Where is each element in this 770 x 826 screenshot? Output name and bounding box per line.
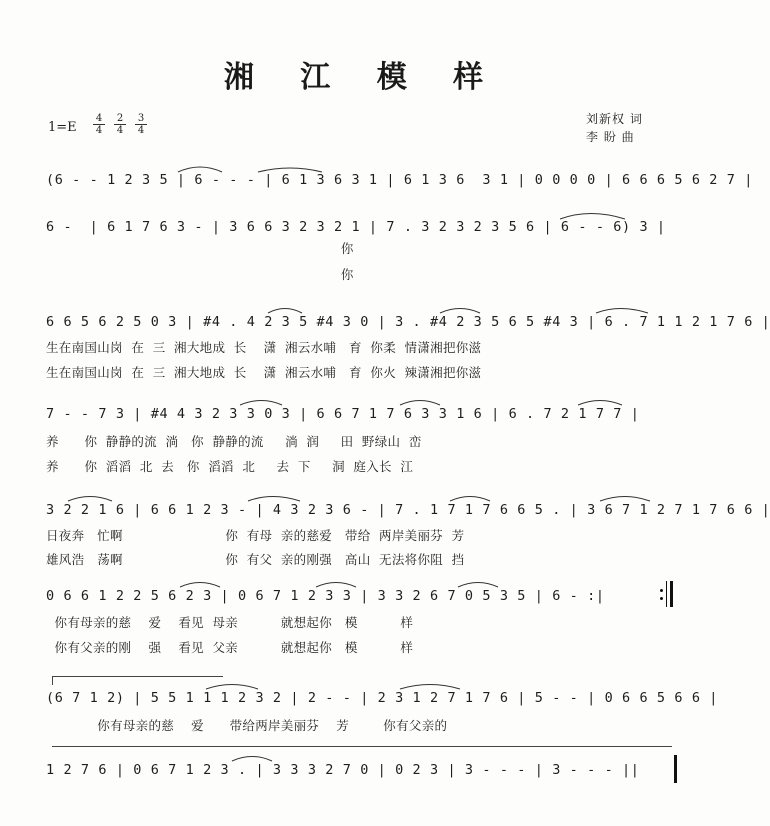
composer-credit: 李 盼 曲 xyxy=(586,130,635,144)
notation-line-3: 6 6 5 6 2 5 0 3 | #4 . 4 2 3 5 #4 3 0 | 3 . #4 2 3 5 6 5 #4 3 | 6 . 7 1 1 2 1 7 6 | xyxy=(46,314,770,330)
lyric-line-5a: 日夜奔 忙啊 你 有母 亲的慈爱 带给 两岸美丽芬 芳 xyxy=(46,528,465,543)
notation-line-7: (6 7 1 2) | 5 5 1 1 1 2 3 2 | 2 - - | 2 3 1 2 7 1 7 6 | 5 - - | 0 6 6 5 6 6 | xyxy=(46,690,719,706)
time-signature-1: 4 4 xyxy=(93,113,105,136)
lyric-line-5b: 雄风浩 荡啊 你 有父 亲的刚强 高山 无法将你阻 挡 xyxy=(46,552,465,567)
notation-line-6: 0 6 6 1 2 2 5 6 2 3 | 0 6 7 1 2 3 3 | 3 3 2 6 7 0 5 3 5 | 6 - :| xyxy=(46,588,605,604)
lyric-line-2b: 你 xyxy=(46,267,354,282)
lyric-line-6a: 你有母亲的慈 爱 看见 母亲 就想起你 模 样 xyxy=(46,615,414,630)
time-signature-3: 3 4 xyxy=(135,113,147,136)
notation-line-4: 7 - - 7 3 | #4 4 3 2 3 3 0 3 | 6 6 7 1 7 6 3 3 1 6 | 6 . 7 2 1 7 7 | xyxy=(46,406,640,422)
lyric-line-4b: 养 你 滔滔 北 去 你 滔滔 北 去 下 洞 庭入长 江 xyxy=(46,459,414,474)
lyric-line-6b: 你有父亲的刚 强 看见 父亲 就想起你 模 样 xyxy=(46,640,414,655)
lyric-line-2a: 你 xyxy=(46,241,354,256)
time-signature-2: 2 4 xyxy=(114,113,126,136)
lyric-line-3a: 生在南国山岗 在 三 湘大地成 长 潇 湘云水哺 育 你柔 情潇湘把你滋 xyxy=(46,340,482,355)
notation-line-2: 6 - | 6 1 7 6 3 - | 3 6 6 3 2 3 2 1 | 7 . 3 2 3 2 3 5 6 | 6 - - 6) 3 | xyxy=(46,219,666,235)
lyric-line-7a: 你有母亲的慈 爱 带给两岸美丽芬 芳 你有父亲的 xyxy=(46,718,448,733)
notation-line-1: (6 - - 1 2 3 5 | 6 - - - | 6 1 3 6 3 1 | 6 1 3 6 3 1 | 0 0 0 0 | 6 6 6 5 6 2 7 | xyxy=(46,172,753,188)
key-signature: 1=E xyxy=(48,120,77,135)
song-title: 湘 江 模 样 xyxy=(223,60,502,95)
notation-line-5: 3 2 2 1 6 | 6 6 1 2 3 - | 4 3 2 3 6 - | 7 . 1 7 1 7 6 6 5 . | 3 6 7 1 2 7 1 7 6 6 | xyxy=(46,502,770,518)
lyric-line-3b: 生在南国山岗 在 三 湘大地成 长 潇 湘云水哺 育 你火 辣潇湘把你滋 xyxy=(46,365,482,380)
lyricist-credit: 刘新权 词 xyxy=(586,112,643,126)
notation-line-8: 1 2 7 6 | 0 6 7 1 2 3 . | 3 3 3 2 7 0 | 0 2 3 | 3 - - - | 3 - - - || xyxy=(46,762,640,778)
lyric-line-4a: 养 你 静静的流 淌 你 静静的流 淌 润 田 野绿山 峦 xyxy=(46,434,422,449)
